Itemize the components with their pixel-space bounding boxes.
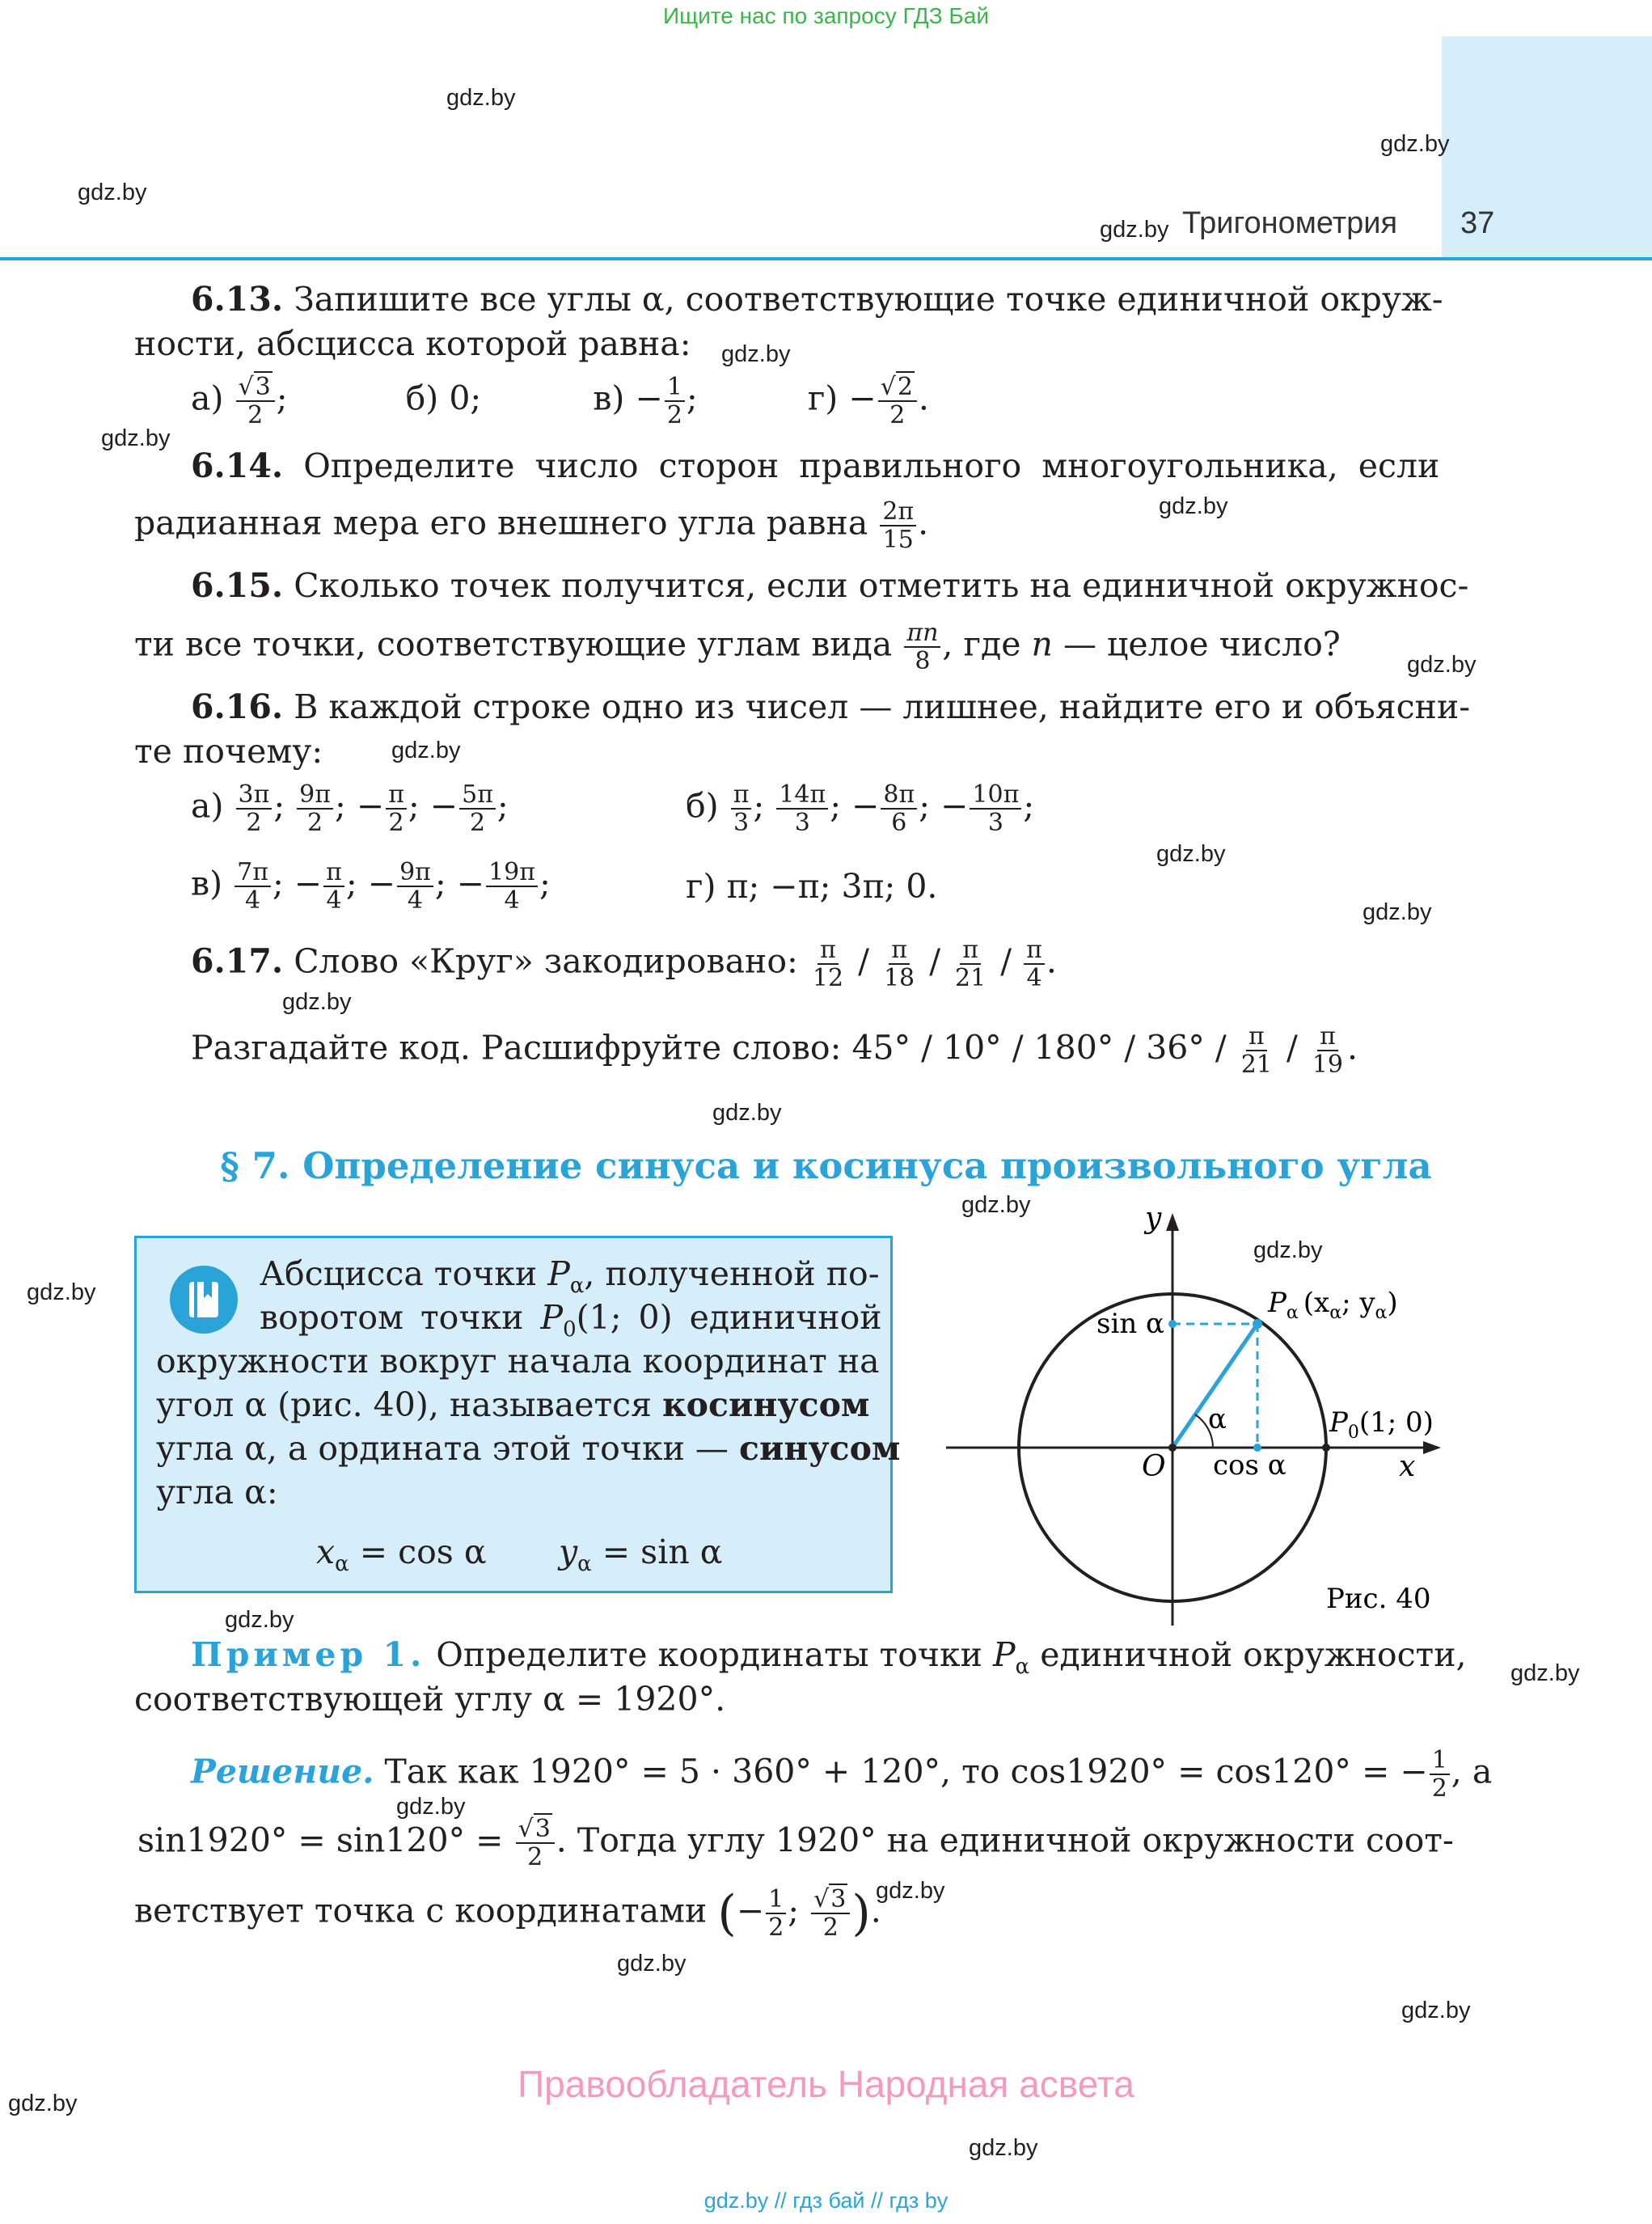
exercise-number: 6.16. <box>191 687 284 726</box>
book-icon <box>170 1266 238 1334</box>
exercise-text: Определите число сторон правильного многоугольника, если <box>303 446 1440 485</box>
watermark: gdz.by <box>1156 841 1226 867</box>
origin-label: O <box>1142 1450 1166 1483</box>
P0-label: $P_0(1$; 0) <box>1329 1406 1434 1443</box>
fraction: $\frac{\pi}{3}$ <box>731 781 752 836</box>
exercise-6-13-line1 <box>191 280 1443 319</box>
watermark: gdz.by <box>1401 1998 1471 2023</box>
fraction: $\frac{14\pi}{3}$ <box>776 781 828 836</box>
definition-line: Абсцисса точки $P_\alpha$, полученной по- <box>260 1254 880 1299</box>
fraction: $\frac{\pi n}{8}$ <box>904 619 940 674</box>
fraction: $\frac{1}{2}$ <box>665 374 685 429</box>
definition-line: окружности вокруг начала координат на <box>156 1342 880 1380</box>
section-heading: § 7. Определение синуса и косинуса произвольного угла <box>220 1144 1432 1187</box>
watermark: gdz.by <box>1510 1660 1580 1686</box>
fraction: $\frac{√3}{2}$ <box>811 1886 850 1941</box>
exercise-6-16-line1 <box>191 687 1470 727</box>
exercise-text: Сколько точек получится, если отметить на единичной окружнос- <box>294 566 1469 605</box>
exercise-6-15-line2: ти все точки, соответствующие углам вида $\frac{\pi n}{8}$ , где n — целое число? <box>134 619 1341 675</box>
exercise-6-13-line2: ности, абсцисса которой равна: <box>134 324 691 363</box>
watermark: gdz.by <box>961 1192 1031 1218</box>
watermark: gdz.by <box>391 738 461 763</box>
solution-line2: sin1920° = sin120° = $\frac{√3}{2}$ . Тогда углу 1920° на единичной окружности соот- <box>137 1815 1454 1871</box>
fraction: $\frac{\pi}{21}$ <box>955 936 987 992</box>
fraction: $\frac{\pi}{18}$ <box>883 936 915 992</box>
exercise-text: Запишите все углы α, соответствующие точке единичной окруж- <box>294 280 1443 319</box>
copyright-notice: Правообладатель Народная асвета <box>518 2063 1134 2105</box>
fraction: $\frac{\pi}{19}$ <box>1312 1022 1344 1079</box>
exercise-6-16-row-b: б) $\frac{\pi}{3}$ ; $\frac{14\pi}{3}$ ; − $\frac{8\pi}{6}$ ; − $\frac{10\pi}{3}$ ; <box>686 780 1035 837</box>
fraction: $\frac{\pi}{4}$ <box>1024 937 1045 991</box>
formula-cos: $x_\alpha = \cos \alpha$ <box>316 1533 487 1577</box>
example-label: Пример 1. <box>191 1635 426 1674</box>
unit-circle-figure <box>938 1205 1456 1642</box>
fraction: $\frac{\pi}{21}$ <box>1240 1022 1272 1079</box>
example-1-line2: соответствующей углу α = 1920°. <box>134 1680 726 1719</box>
option-label: б) 0; <box>405 378 482 418</box>
x-axis-arrow <box>1423 1441 1441 1454</box>
exercise-number: 6.15. <box>191 566 284 605</box>
watermark: gdz.by <box>1363 899 1432 925</box>
exercise-number: 6.13. <box>191 280 284 319</box>
watermark: gdz.by <box>282 989 352 1015</box>
y-axis-arrow <box>1166 1213 1179 1231</box>
watermark: gdz.by <box>969 2135 1038 2161</box>
fraction: $\frac{3\pi}{2}$ <box>236 781 273 836</box>
fraction: $\frac{√3}{2}$ <box>516 1816 555 1871</box>
page-number: 37 <box>1460 206 1495 240</box>
definition-line: воротом точки $P_0(1$; 0) единичной <box>260 1298 882 1342</box>
fraction: $\frac{√3}{2}$ <box>236 374 275 429</box>
x-label: x <box>1399 1450 1416 1483</box>
watermark: gdz.by <box>1253 1237 1323 1263</box>
point-P-alpha <box>1253 1319 1262 1329</box>
exercise-6-16-row-g: г) π; −π; 3π; 0. <box>686 867 938 906</box>
y-label: y <box>1145 1205 1162 1235</box>
fraction: $\frac{9\pi}{2}$ <box>297 781 333 836</box>
exercise-6-13-options: а) $\frac{√3}{2}$ ; б) 0; в) − $\frac{1}{2}$ ; г) − $\frac{√2}{2}$ . <box>191 373 929 429</box>
running-head: Тригонометрия <box>1182 206 1398 240</box>
fraction: $\frac{7\pi}{4}$ <box>234 859 271 914</box>
watermark: gdz.by <box>396 1794 466 1820</box>
definition-box <box>134 1236 901 1593</box>
exercise-number: 6.14. <box>191 446 284 485</box>
exercise-6-16-line2: те почему: <box>134 732 323 771</box>
watermark: gdz.by <box>1407 652 1477 678</box>
watermark: gdz.by <box>27 1279 96 1305</box>
option-label: г) <box>807 378 839 418</box>
point-sin <box>1168 1320 1177 1328</box>
watermark: gdz.by <box>1159 493 1228 519</box>
fraction: $\frac{8\pi}{6}$ <box>881 781 917 836</box>
solution-line1: Решение. Так как 1920° = 5 · 360° + 120°, то cos1920° = cos120° = − $\frac{1}{2}$ , а <box>191 1746 1493 1803</box>
exercise-text: радианная мера его внешнего угла равна <box>134 503 868 543</box>
watermark: gdz.by <box>876 1878 945 1904</box>
point-P0 <box>1322 1444 1330 1452</box>
exercise-6-15-line1 <box>191 566 1468 606</box>
footer-links[interactable]: gdz.by // гдз бай // гдз by <box>703 2188 949 2213</box>
alpha-label: α <box>1208 1403 1227 1435</box>
watermark: gdz.by <box>1380 131 1450 157</box>
definition-line: угла α: <box>156 1473 278 1512</box>
watermark: gdz.by <box>617 1951 687 1977</box>
fraction: $\frac{9\pi}{4}$ <box>397 859 433 914</box>
fraction: $\frac{\pi}{12}$ <box>812 936 844 992</box>
example-1-line1: Пример 1. Определите координаты точки $P_\alpha$ единичной окружности, <box>191 1635 1467 1680</box>
fraction: $\frac{19\pi}{4}$ <box>486 859 538 914</box>
watermark: gdz.by <box>721 341 791 367</box>
formula-sin: $y_\alpha = \sin \alpha$ <box>559 1533 723 1577</box>
option-label: в) <box>593 378 625 418</box>
fraction: $\frac{√2}{2}$ <box>878 374 917 429</box>
watermark: gdz.by <box>101 425 171 451</box>
watermark: gdz.by <box>78 180 147 205</box>
option-label: а) <box>191 378 224 418</box>
exercise-6-17-line2: Разгадайте код. Расшифруйте слово: 45° / 10° / 180° / 36° / $\frac{\pi}{21}$ / $\frac{\pi}{19}$ . <box>191 1022 1358 1079</box>
exercise-6-16-row-v: в) $\frac{7\pi}{4}$ ; − $\frac{\pi}{4}$ ; − $\frac{9\pi}{4}$ ; − $\frac{19\pi}{4}$ ; <box>191 858 551 915</box>
watermark: gdz.by <box>712 1100 782 1126</box>
fraction: $\frac{5\pi}{2}$ <box>459 781 496 836</box>
solution-line3: ветствует точка с координатами (− $\frac{1}{2}$ ; $\frac{√3}{2}$ ). <box>134 1885 881 1942</box>
fraction: $\frac{1}{2}$ <box>1430 1747 1450 1802</box>
exercise-6-14-line1 <box>191 446 1439 486</box>
fraction: $\frac{\pi}{2}$ <box>386 781 407 836</box>
definition-line: угла α, а ордината этой точки — синусом <box>156 1429 901 1468</box>
sin-label: sin α <box>1096 1308 1164 1340</box>
origin-point <box>1168 1444 1177 1452</box>
definition-line: угол α (рис. 40), называется косинусом <box>156 1385 870 1424</box>
watermark: gdz.by <box>225 1607 294 1633</box>
solution-label: Решение. <box>191 1752 374 1791</box>
exercise-number: 6.17. <box>191 941 284 981</box>
cos-label: cos α <box>1213 1449 1287 1482</box>
exercise-text: В каждой строке одно из чисел — лишнее, найдите его и объясни- <box>294 687 1471 726</box>
watermark: gdz.by <box>1100 217 1169 243</box>
fraction: $\frac{\pi}{4}$ <box>323 859 344 914</box>
watermark: gdz.by <box>446 85 516 111</box>
watermark: gdz.by <box>8 2091 78 2116</box>
exercise-6-17-line1: 6.17. Слово «Круг» закодировано: $\frac{\pi}{12}$ / $\frac{\pi}{18}$ / $\frac{\pi}{21}$ / $\frac{\pi}{4}$ . <box>191 936 1057 992</box>
header-rule <box>0 257 1652 260</box>
figure-caption: Рис. 40 <box>1326 1583 1431 1615</box>
fraction: $\frac{1}{2}$ <box>766 1886 786 1941</box>
exercise-6-14-line2: радианная мера его внешнего угла равна $\frac{2\pi}{15}$ . <box>134 497 929 554</box>
P-alpha-label: $P_\alpha$ ($x_\alpha$; $y_\alpha$) <box>1268 1287 1398 1323</box>
top-banner[interactable]: Ищите нас по запросу ГДЗ Бай <box>662 3 990 28</box>
exercise-6-16-row-a: а) $\frac{3\pi}{2}$ ; $\frac{9\pi}{2}$ ; − $\frac{\pi}{2}$ ; − $\frac{5\pi}{2}$ ; <box>191 780 509 837</box>
fraction: $\frac{10\pi}{3}$ <box>970 781 1021 836</box>
fraction: $\frac{2\pi}{15}$ <box>880 498 916 553</box>
